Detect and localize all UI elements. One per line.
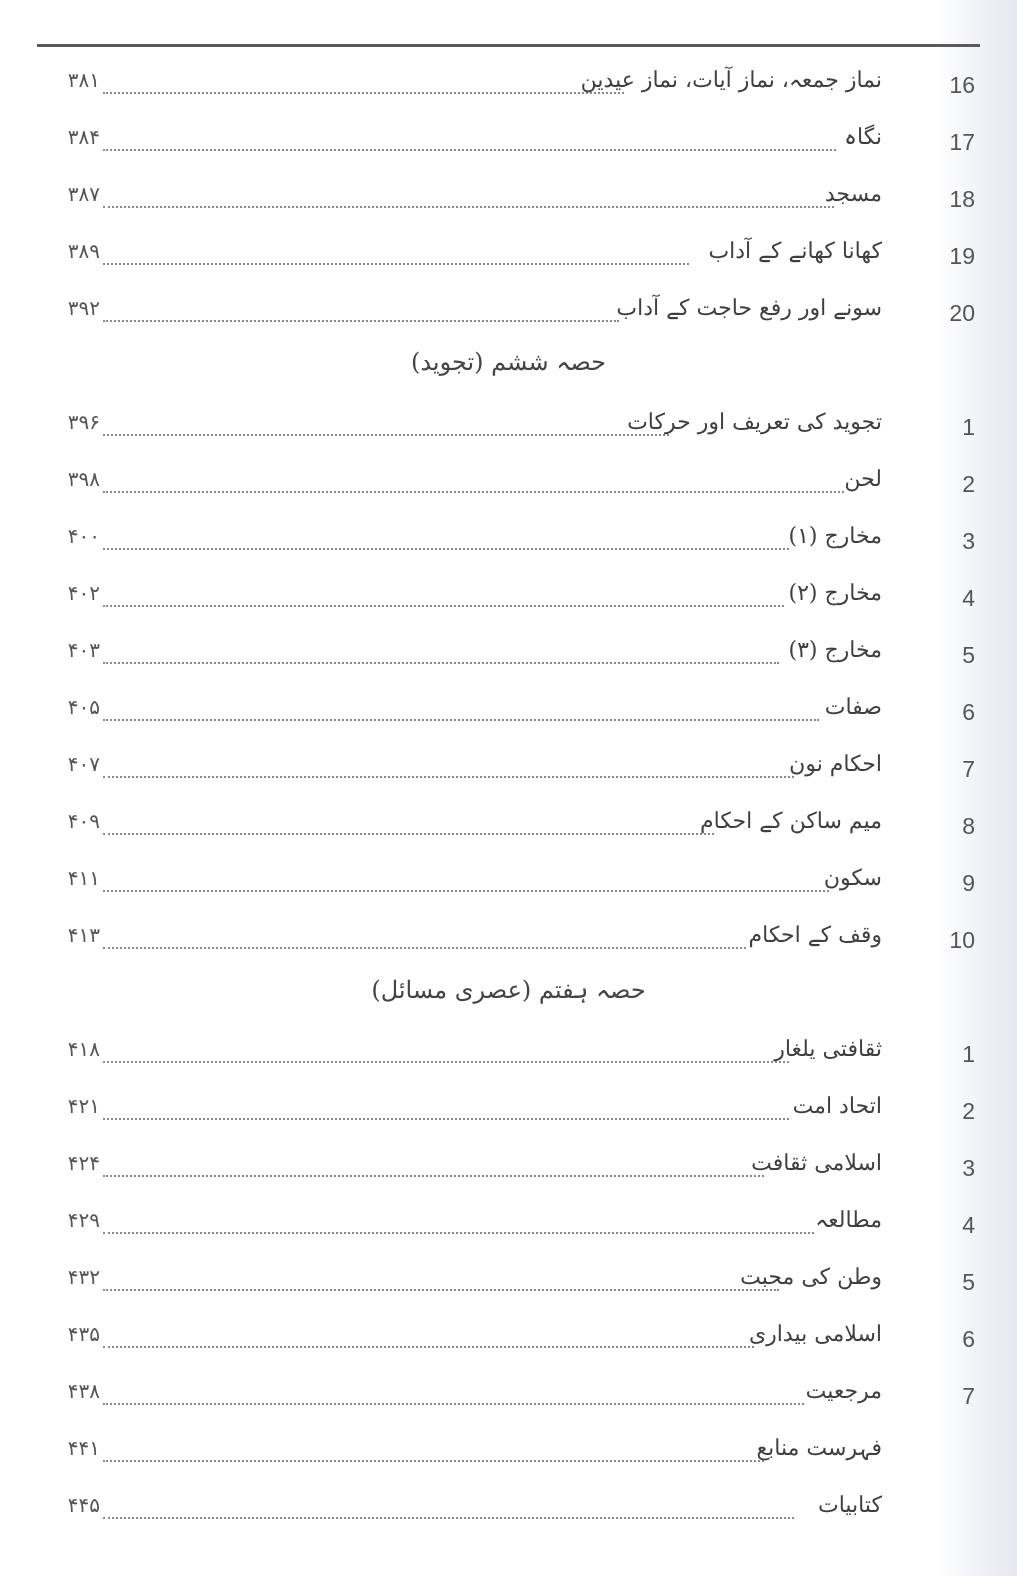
toc-entry — [0, 522, 1017, 562]
dot-leader — [103, 662, 779, 664]
entry-title: مرجعیت — [805, 1379, 882, 1404]
toc-entry — [0, 123, 1017, 163]
entry-title: مطالعہ — [815, 1208, 882, 1233]
dot-leader — [103, 605, 784, 607]
dot-leader — [103, 719, 819, 721]
page-number: ۴۴۱ — [67, 1436, 100, 1460]
dot-leader — [103, 1346, 754, 1348]
entry-title: نگاہ — [844, 125, 882, 150]
dot-leader — [103, 890, 829, 892]
entry-title: اتحاد امت — [792, 1094, 882, 1119]
toc-entry — [0, 1149, 1017, 1189]
page-number: ۴۴۵ — [67, 1493, 100, 1517]
page-number: ۴۰۵ — [67, 695, 100, 719]
entry-title: کتابیات — [818, 1493, 882, 1518]
toc-entry — [0, 693, 1017, 733]
dot-leader — [103, 1061, 789, 1063]
entry-number: 8 — [962, 813, 975, 839]
toc-entry — [0, 1263, 1017, 1303]
dot-leader — [103, 92, 624, 94]
page-number: ۴۰۹ — [67, 809, 100, 833]
dot-leader — [103, 491, 844, 493]
toc-entry — [0, 1320, 1017, 1360]
entry-title: سونے اور رفع حاجت کے آداب — [616, 296, 882, 321]
page-number: ۳۸۴ — [67, 125, 100, 149]
entry-number: 3 — [962, 528, 975, 554]
toc-entry — [0, 636, 1017, 676]
entry-number: 17 — [949, 129, 975, 155]
entry-title: اسلامی بیداری — [748, 1322, 882, 1347]
dot-leader — [103, 1403, 804, 1405]
entry-number: 9 — [962, 870, 975, 896]
entry-number: 7 — [962, 756, 975, 782]
page-number: ۴۳۸ — [67, 1379, 100, 1403]
dot-leader — [103, 1118, 789, 1120]
toc-entry — [0, 180, 1017, 220]
entry-number: 1 — [962, 414, 975, 440]
entry-title: فہرست منابع — [756, 1436, 882, 1461]
toc-entry — [0, 1377, 1017, 1417]
page-number: ۳۹۶ — [67, 410, 100, 434]
entry-number: 4 — [962, 585, 975, 611]
page-number: ۳۹۲ — [67, 296, 100, 320]
page-number: ۴۳۵ — [67, 1322, 100, 1346]
page-number: ۴۰۳ — [67, 638, 100, 662]
dot-leader — [103, 263, 689, 265]
entry-number: 5 — [962, 1269, 975, 1295]
entry-number: 2 — [962, 1098, 975, 1124]
entry-number: 2 — [962, 471, 975, 497]
entry-number: 6 — [962, 699, 975, 725]
page-number: ۳۹۸ — [67, 467, 100, 491]
entry-title: مخارج (۱) — [788, 524, 882, 549]
entry-number: 20 — [949, 300, 975, 326]
page-number: ۴۲۹ — [67, 1208, 100, 1232]
section-heading: حصہ ہفتم (عصری مسائل) — [371, 976, 646, 1004]
entry-number: 3 — [962, 1155, 975, 1181]
entry-number: 6 — [962, 1326, 975, 1352]
dot-leader — [103, 1289, 779, 1291]
entry-title: تجوید کی تعریف اور حرکات — [627, 410, 882, 435]
page-number: ۴۲۴ — [67, 1151, 100, 1175]
page-number: ۳۸۷ — [67, 182, 100, 206]
entry-title: اسلامی ثقافت — [751, 1151, 882, 1176]
section-heading: حصہ ششم (تجوید) — [410, 348, 607, 376]
toc-entry — [0, 750, 1017, 790]
page-number: ۴۳۲ — [67, 1265, 100, 1289]
entry-number: 7 — [962, 1383, 975, 1409]
entry-title: مخارج (۳) — [788, 638, 882, 663]
toc-entry — [0, 1035, 1017, 1075]
entry-title: میم ساکن کے احکام — [700, 809, 882, 834]
page-number: ۴۰۷ — [67, 752, 100, 776]
dot-leader — [103, 1460, 764, 1462]
entry-number: 18 — [949, 186, 975, 212]
toc-entry — [0, 579, 1017, 619]
toc-entry — [0, 465, 1017, 505]
entry-title: سکون — [823, 866, 882, 891]
toc-entry — [0, 1491, 1017, 1531]
entry-title: مسجد — [824, 182, 882, 207]
entry-number: 10 — [949, 927, 975, 953]
page-number: ۴۱۱ — [67, 866, 100, 890]
entry-title: احکام نون — [789, 752, 882, 777]
dot-leader — [103, 206, 834, 208]
page-number: ۴۱۳ — [67, 923, 100, 947]
entry-title: مخارج (۲) — [788, 581, 882, 606]
page-number: ۴۲۱ — [67, 1094, 100, 1118]
dot-leader — [103, 776, 794, 778]
dot-leader — [103, 1175, 764, 1177]
dot-leader — [103, 833, 714, 835]
toc-entry — [0, 921, 1017, 961]
dot-leader — [103, 947, 746, 949]
page-number: ۴۰۲ — [67, 581, 100, 605]
entry-number: 1 — [962, 1041, 975, 1067]
toc-entry — [0, 1434, 1017, 1474]
toc-entry — [0, 294, 1017, 334]
toc-entry — [0, 66, 1017, 106]
dot-leader — [103, 434, 669, 436]
entry-number: 16 — [949, 72, 975, 98]
toc-entry — [0, 1206, 1017, 1246]
dot-leader — [103, 1232, 814, 1234]
top-rule — [37, 44, 980, 47]
dot-leader — [103, 1517, 794, 1519]
page-number: ۳۸۱ — [67, 68, 100, 92]
toc-entry — [0, 864, 1017, 904]
toc-entry — [0, 807, 1017, 847]
toc-entry — [0, 408, 1017, 448]
dot-leader — [103, 149, 836, 151]
dot-leader — [103, 548, 789, 550]
dot-leader — [103, 320, 619, 322]
entry-title: وقف کے احکام — [748, 923, 882, 948]
entry-title: وطن کی محبت — [740, 1265, 882, 1290]
entry-number: 19 — [949, 243, 975, 269]
toc-entry — [0, 237, 1017, 277]
page-number: ۳۸۹ — [67, 239, 100, 263]
entry-number: 4 — [962, 1212, 975, 1238]
page-number: ۴۰۰ — [67, 524, 100, 548]
entry-title: کھانا کھانے کے آداب — [708, 239, 882, 264]
entry-title: نماز جمعہ، نماز آیات، نماز عیدین — [580, 68, 882, 93]
entry-number: 5 — [962, 642, 975, 668]
entry-title: صفات — [824, 695, 882, 720]
toc-entry — [0, 1092, 1017, 1132]
entry-title: ثقافتی یلغار — [774, 1037, 882, 1062]
entry-title: لحن — [844, 467, 882, 492]
page-number: ۴۱۸ — [67, 1037, 100, 1061]
